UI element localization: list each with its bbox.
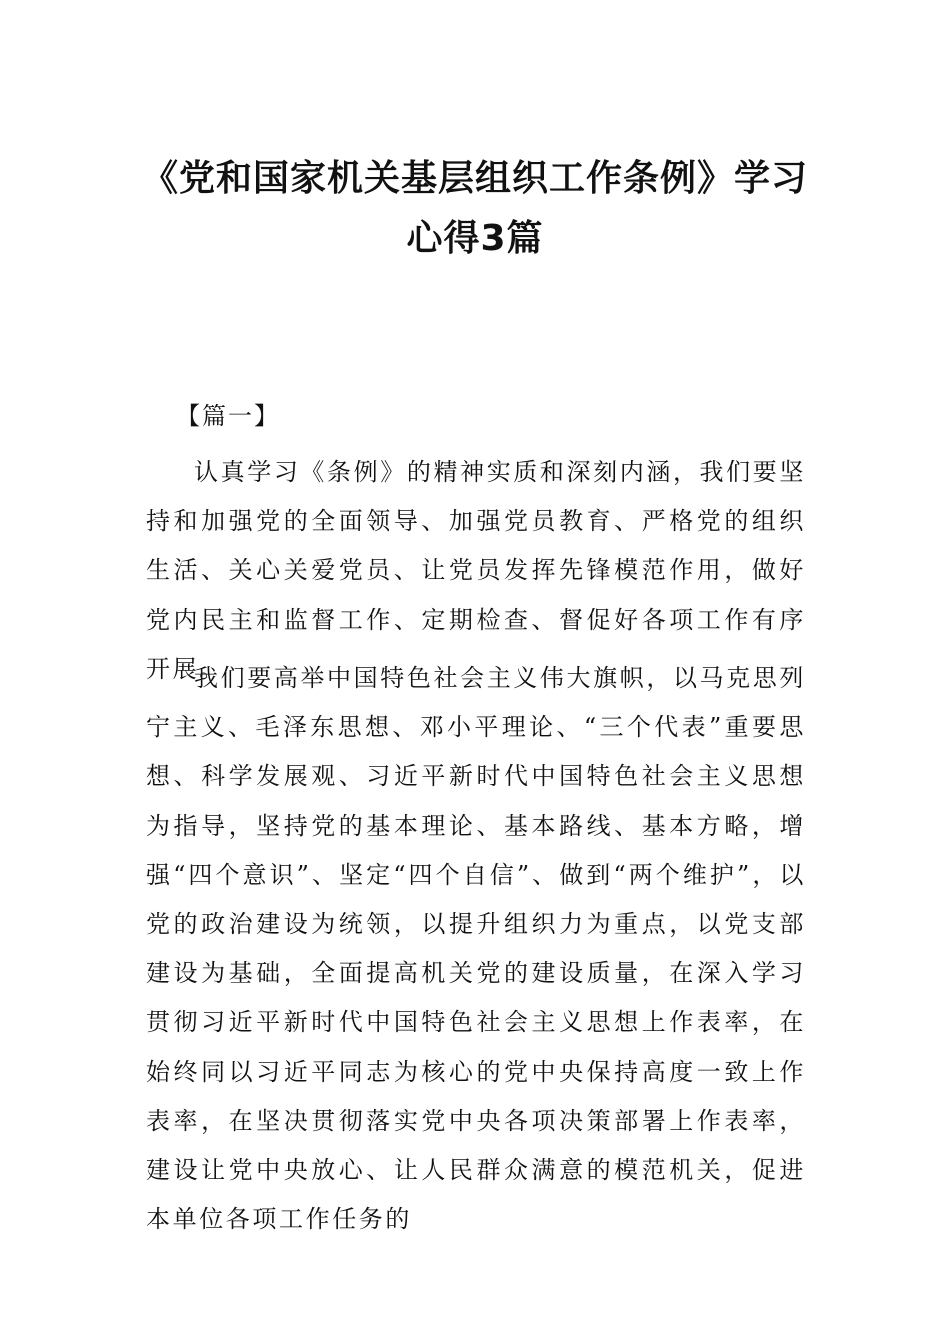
document-title-line-2: 心得3篇 [406,218,544,259]
document-title-line-1: 《党和国家机关基层组织工作条例》学习 [141,158,808,199]
body-paragraph-2: 我们要高举中国特色社会主义伟大旗帜，以马克思列宁主义、毛泽东思想、邓小平理论、“三个代表”重要思想、科学发展观、习近平新时代中国特色社会主义思想为指导，坚持党的基本理论、基本路线、基本方略，增强“四个意识”、坚定“四个自信”、做到“两个维护”，以党的政治建设为统领，以提升组织力为重点，以党支部建设为基础，全面提高机关党的建设质量，在深入学习贯彻习近平新时代中国特色社会主义思想上作表率，在始终同以习近平同志为核心的党中央保持高度一致上作表率，在坚决贯彻落实党中央各项决策部署上作表率，建设让党中央放心、让人民群众满意的模范机关，促进本单位各项工作任务的 [146,664,806,1234]
body-paragraph-1: 认真学习《条例》的精神实质和深刻内涵，我们要坚持和加强党的全面领导、加强党员教育、严格党的组织生活、关心关爱党员、让党员发挥先锋模范作用，做好党内民主和监督工作、定期检查、督促好各项工作有序开展。 [146,458,806,683]
section-heading: 【篇一】 [176,402,280,430]
